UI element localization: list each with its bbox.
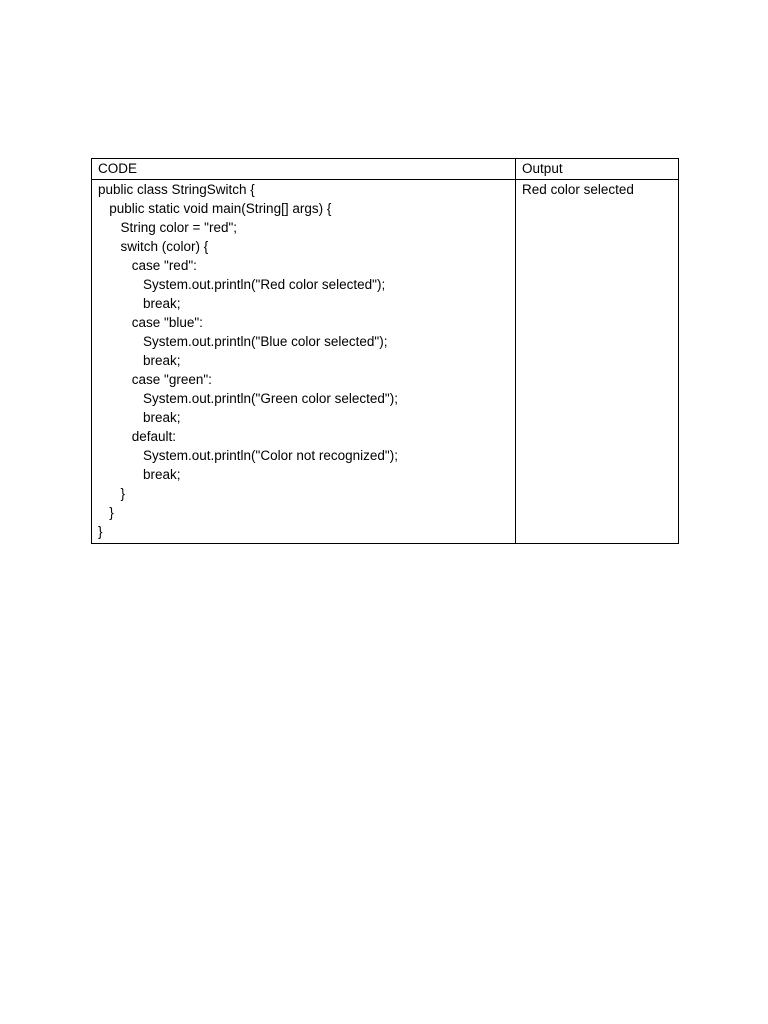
code-line: System.out.println("Color not recognized");	[98, 448, 398, 463]
code-line: }	[98, 505, 114, 520]
code-line: default:	[98, 429, 177, 444]
code-line: break;	[98, 410, 181, 425]
code-line: System.out.println("Red color selected");	[98, 277, 386, 292]
code-line: }	[98, 486, 126, 501]
code-line: public static void main(String[] args) {	[98, 201, 332, 216]
code-cell	[92, 180, 516, 544]
code-line: switch (color) {	[98, 239, 209, 254]
code-column-header: CODE	[92, 159, 516, 180]
code-line: System.out.println("Green color selected");	[98, 391, 398, 406]
code-line: case "green":	[98, 372, 212, 387]
code-line: public class StringSwitch {	[98, 182, 255, 197]
output-cell	[516, 180, 679, 544]
table-header-row	[92, 159, 679, 180]
table-body-row	[92, 180, 679, 544]
code-line: case "red":	[98, 258, 197, 273]
code-line: case "blue":	[98, 315, 203, 330]
code-line: break;	[98, 353, 181, 368]
code-output-table	[91, 158, 679, 544]
code-line: break;	[98, 296, 181, 311]
code-line: String color = "red";	[98, 220, 238, 235]
output-column-header: Output	[516, 159, 679, 180]
output-text: Red color selected	[522, 182, 634, 197]
code-line: System.out.println("Blue color selected");	[98, 334, 388, 349]
code-line: break;	[98, 467, 181, 482]
code-line: }	[98, 524, 103, 539]
